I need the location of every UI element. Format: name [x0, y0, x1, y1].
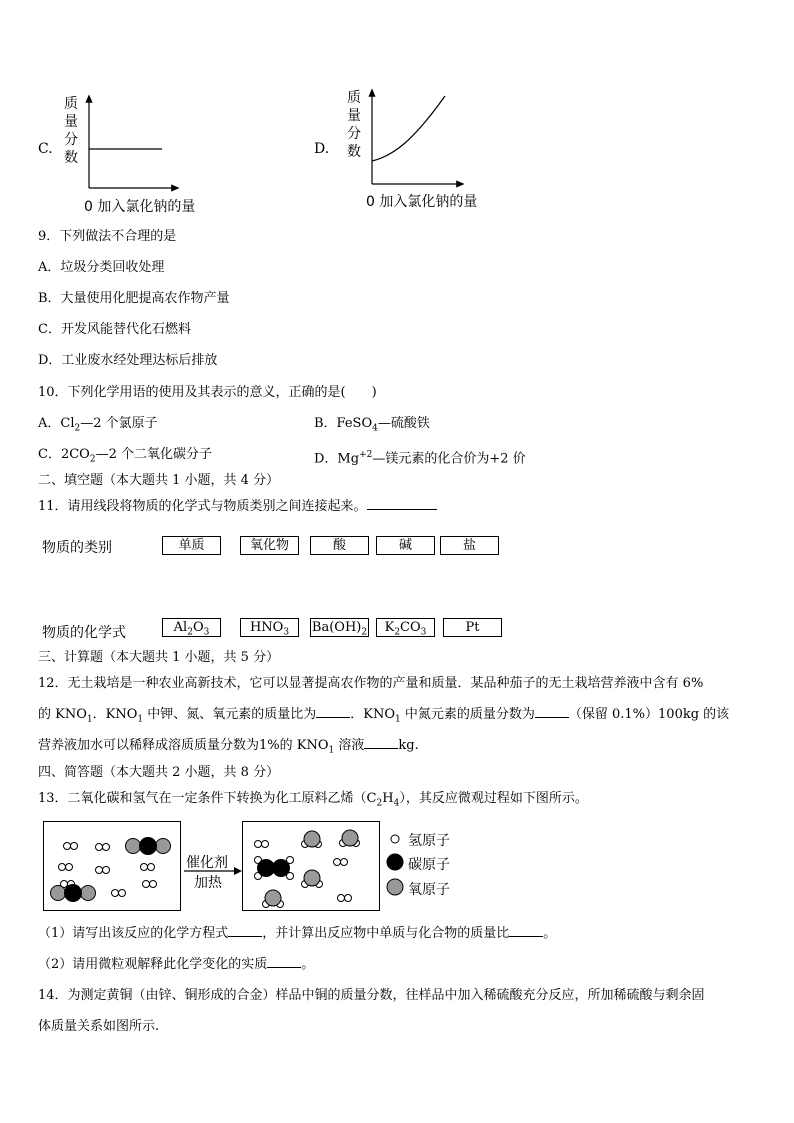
reactants-box [43, 821, 181, 911]
q13-blank-equation[interactable] [228, 936, 262, 937]
formula-box-al2o3: $Al_2O_3$ [162, 618, 221, 637]
graph-c-ylabel: 质 量 分 数 [64, 96, 78, 166]
graph-c-xlabel: 0 加入氯化钠的量 [84, 199, 196, 215]
q12-blank-water-mass[interactable] [364, 748, 398, 749]
category-box-element: 单质 [162, 536, 221, 555]
q12-line-1: 12．无土栽培是一种农业高新技术，它可以显著提高农作物的产量和质量．某品种茄子的无土栽培营养液中含有 6% [38, 676, 704, 691]
arrow-condition-catalyst: 催化剂 [186, 855, 228, 871]
reactant-molecules [44, 822, 180, 910]
q11-stem: 11．请用线段将物质的化学式与物质类别之间连接起来。 [38, 499, 437, 515]
category-box-salt: 盐 [440, 536, 499, 555]
legend-oxygen: 氧原子 [408, 882, 450, 898]
q12-blank-nitrogen-fraction[interactable] [535, 717, 569, 718]
q12-blank-mass-ratio[interactable] [316, 717, 350, 718]
section-3-heading: 三、计算题（本大题共 1 小题，共 5 分） [38, 650, 280, 665]
legend-symbols [386, 830, 406, 900]
q9-option-b: B．大量使用化肥提高农作物产量 [38, 291, 230, 306]
section-4-heading: 四、简答题（本大题共 2 小题，共 8 分） [38, 765, 280, 780]
q10-option-b: B．FeSO$_4$—硫酸铁 [314, 416, 430, 434]
formula-box-k2co3: $K_2CO_3$ [376, 618, 435, 637]
category-box-oxide: 氧化物 [240, 536, 299, 555]
category-box-acid: 酸 [310, 536, 369, 555]
q11-formula-row-label: 物质的化学式 [42, 625, 126, 641]
graph-d-axes [363, 86, 563, 196]
graph-d-curve [372, 96, 445, 161]
q9-option-a: A．垃圾分类回收处理 [38, 260, 165, 275]
option-d-label: D. [314, 141, 330, 157]
carbon-atom-icon [387, 854, 403, 870]
q13-blank-mass-ratio[interactable] [509, 936, 543, 937]
ethylene-molecule [255, 857, 294, 880]
q9-option-d: D．工业废水经处理达标后排放 [38, 353, 218, 368]
q13-subquestion-2: （2）请用微粒观解释此化学变化的实质 。 [38, 957, 315, 972]
products-box [242, 821, 380, 911]
q13-blank-explanation[interactable] [267, 967, 301, 968]
formula-box-hno3: $HNO_3$ [240, 618, 299, 637]
q10-option-c: C．$2CO_2—2$ 个二氧化碳分子 [38, 447, 212, 465]
q11-answer-blank[interactable] [367, 509, 437, 510]
formula-box-baoh2: $Ba(OH)_2$ [311, 620, 368, 638]
product-molecules [243, 822, 379, 910]
q12-line-3: 营养液加水可以稀释成溶质质量分数为1%的 $KNO_1$ 溶液 kg. [38, 738, 419, 756]
q14-line-2: 体质量关系如图所示. [38, 1019, 160, 1034]
q10-option-a: A．$Cl_2—2$ 个氯原子 [38, 416, 158, 434]
graph-c-axes [80, 92, 280, 202]
graph-d-ylabel: 质 量 分 数 [347, 90, 361, 160]
legend-hydrogen: 氢原子 [408, 833, 450, 849]
section-2-heading: 二、填空题（本大题共 1 小题，共 4 分） [38, 473, 280, 488]
q11-category-row-label: 物质的类别 [42, 540, 112, 556]
legend-carbon: 碳原子 [408, 857, 450, 873]
q9-stem: 9．下列做法不合理的是 [38, 229, 177, 244]
q13-subquestion-1: （1）请写出该反应的化学方程式 ，并计算出反应物中单质与化合物的质量比 。 [38, 926, 557, 941]
oxygen-atom-icon [387, 879, 403, 895]
q12-line-2: 的 $KNO_1$．$KNO_1$ 中钾、氮、氧元素的质量比为 ．$KNO_1$ 中氮元素的质量分数为 （保留 0.1%）100kg 的该 [38, 707, 730, 725]
graph-d-xlabel: 0 加入氯化钠的量 [366, 194, 478, 210]
q10-option-d: D．$Mg^{+2}—$镁元素的化合价为+2 价 [314, 450, 526, 467]
arrow-condition-heat: 加热 [194, 875, 222, 891]
q13-stem: 13．二氧化碳和氢气在一定条件下转换为化工原料乙烯$(C_2H_4)$，其反应微观过程如下图所示。 [38, 791, 588, 809]
q14-line-1: 14．为测定黄铜（由锌、铜形成的合金）样品中铜的质量分数，往样品中加入稀硫酸充分反应，所加稀硫酸与剩余固 [38, 988, 705, 1003]
q10-stem: 10．下列化学用语的使用及其表示的意义，正确的是( ) [38, 385, 377, 400]
option-c-label: C. [38, 141, 53, 157]
hydrogen-atom-icon [391, 835, 399, 843]
q9-option-c: C．开发风能替代化石燃料 [38, 322, 191, 337]
category-box-base: 碱 [376, 536, 435, 555]
formula-box-pt: Pt [443, 618, 502, 637]
